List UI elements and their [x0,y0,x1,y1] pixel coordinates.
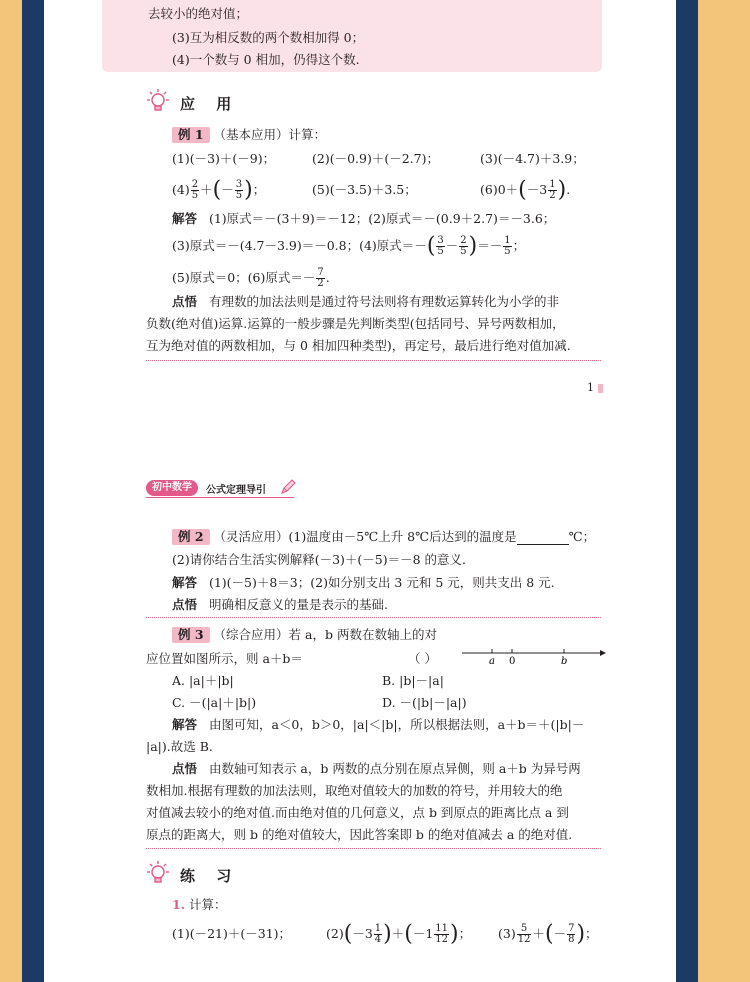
text: . [325,270,330,285]
label-a: a [489,656,495,667]
option-b: B. |b|－|a| [382,673,444,688]
rule-line: (4)一个数与 0 相加，仍得这个数. [172,52,360,67]
left-navy-band [22,0,44,982]
problem-item: (2)(－0.9)＋(－2.7)； [312,151,439,166]
right-navy-band [676,0,698,982]
fraction [191,180,199,201]
numerator: 3 [235,179,243,190]
text: － [553,926,567,941]
answer-paren: （ ） [408,651,437,666]
dotted-divider [146,617,601,618]
answer-text: (1)原式＝－(3＋9)＝－12；(2)原式＝－(0.9＋2.7)＝－3.6； [208,211,556,226]
denominator: 5 [504,246,511,257]
example-tag: 例 3 [172,627,210,643]
answer-text: 由图可知，a＜0，b＞0，|a|＜|b|，所以根据法则，a＋b＝＋(|b|－ [208,717,585,732]
numerator: 1 [374,923,382,934]
text: (5)原式＝0；(6)原式＝－ [172,270,316,285]
fraction [548,180,556,201]
text: ＋ [200,182,213,197]
example-1-head [172,127,326,143]
tip-label: 点悟 [172,294,198,309]
label-0: 0 [509,656,516,667]
question-text: （灵活应用）(1)温度由－5℃上升 8℃后达到的温度是 [213,529,517,544]
answer-line: |a|).故选 B. [146,739,213,754]
numerator: 5 [517,924,532,935]
fraction [434,924,449,945]
fraction [567,924,575,945]
tip-label: 点悟 [172,597,198,612]
example-head-text: （基本应用）计算： [213,127,327,142]
denominator: 5 [235,190,243,201]
fraction [459,236,467,257]
label-b: b [561,656,568,667]
fraction [517,924,532,945]
problem-item: (5)(－3.5)＋3.5； [312,182,417,197]
question-line: 应位置如图所示，则 a＋b＝ [146,651,303,666]
fraction [436,236,444,257]
answer-label: 解答 [172,575,198,590]
numerator: 7 [568,923,575,934]
practice-item: (2)(－3 $\frac{1}{4}$ )＋(－1 $\frac{11}{12}$ )； [326,921,472,947]
text: (3) [498,926,516,941]
fraction [503,236,511,257]
text: －1 [412,926,434,941]
problem-item: (1)(－3)＋(－9)； [172,151,276,166]
denominator: 4 [374,934,382,945]
problem-item: (4) $\frac{2}{5}$ ＋(－ $\frac{3}{5}$ )； [172,177,266,203]
tip-label: 点悟 [172,761,198,776]
tip-line: 负数(绝对值)运算.运算的一般步骤是先判断类型(包括同号、异号两数相加， [146,316,565,331]
answer-label: 解答 [172,717,198,732]
numerator: 3 [437,235,444,246]
example-tag: 例 2 [172,529,210,545]
answer-text: (1)(－5)＋8＝3；(2)如分别支出 3 元和 5 元，则共支出 8 元. [208,575,555,590]
text: (4) [172,182,190,197]
text: ； [585,926,598,941]
section-title: 应 用 [180,95,240,113]
denominator: 5 [191,190,199,201]
header-tag-underline [146,497,294,498]
practice-item: (1)(－21)＋(－31)； [172,926,292,941]
text: (6)0＋ [480,182,519,197]
tip-text: 有理数的加法法则是通过符号法则将有理数运算转化为小学的非 [208,294,559,309]
left-orange-band [0,0,22,982]
denominator: 5 [460,246,467,257]
text: ＝－ [477,238,503,253]
number-line-figure [460,644,606,668]
text: ； [512,238,526,253]
numerator: 1 [549,179,556,190]
tip-line [172,761,581,777]
tip-line: 原点的距离大，则 b 的绝对值较大，因此答案即 b 的绝对值减去 a 的绝对值. [146,827,573,842]
lightbulb-icon [143,87,173,117]
number-line-arrow [600,650,606,656]
question-text: 计算： [189,897,227,912]
right-orange-band [698,0,750,982]
lightbulb-icon [143,859,173,889]
denominator: 8 [568,934,575,945]
problem-item: (6)0＋(－3 $\frac{1}{2}$ ). [480,177,571,203]
header-tag-text: 公式定理导引 [206,485,266,496]
tip-line: 互为绝对值的两数相加，与 0 相加四种类型)，再定号，最后进行绝对值加减. [146,338,571,353]
tip-text: 明确相反意义的量是表示的基础. [208,597,388,612]
text: ＋ [391,926,405,941]
fraction [316,268,324,289]
numerator: 1 [504,235,511,246]
tip-line: 对值减去较小的绝对值.而由绝对值的几何意义，点 b 到原点的距离比点 a 到 [146,805,569,820]
question-line: (2)请你结合生活实例解释(－3)＋(－5)＝－8 的意义. [172,552,467,567]
dotted-divider [146,360,601,361]
example-tag: 例 1 [172,127,210,143]
practice-item: (3) $\frac{5}{12}$ ＋(－ $\frac{7}{8}$ )； [498,921,598,947]
denominator: 12 [517,934,531,945]
denominator: 2 [317,278,324,289]
header-tag-pill: 初中数学 [146,480,198,496]
text: (2) [326,926,344,941]
fraction [374,924,382,945]
tip-text: 由数轴可知表示 a，b 两数的点分别在原点异侧，则 a＋b 为异号两 [208,761,581,776]
question-number: 1. [172,897,186,912]
tip-line [172,597,388,613]
numerator: 11 [435,923,449,934]
text: ； [458,926,472,941]
rule-line: (3)互为相反数的两个数相加得 0； [172,30,365,45]
answer-blank [517,532,569,545]
page-number-mark [598,384,603,393]
fraction [235,180,243,201]
text: －3 [352,926,373,941]
example-2-line [172,529,595,545]
option-a: A. |a|＋|b| [172,673,234,688]
answer-label: 解答 [172,211,198,226]
question-text: ℃； [568,529,596,544]
answer-line [172,575,555,591]
tip-line: 数相加.根据有理数的加法法则，取绝对值较大的加数的符号，并用较大的绝 [146,783,563,798]
answer-line [172,211,555,227]
numerator: 2 [460,235,467,246]
page-number: 1 [587,381,594,394]
text: － [445,238,459,253]
dotted-divider [146,848,601,849]
option-c: C. －(|a|＋|b|) [172,695,257,710]
text: (3)原式＝－(4.7－3.9)＝－0.8；(4)原式＝－ [172,238,427,253]
practice-question [172,897,227,913]
example-3-line [172,627,437,643]
option-d: D. －(|b|－|a|) [382,695,467,710]
numerator: 2 [191,179,199,190]
problem-item: (3)(－4.7)＋3.9； [480,151,585,166]
answer-line [172,717,584,733]
text: － [221,182,234,197]
text: －3 [526,182,548,197]
denominator: 12 [435,934,449,945]
text: ； [252,182,266,197]
answer-line: (3)原式＝－(4.7－3.9)＝－0.8；(4)原式＝－( $\frac{3}{5}$ － $\frac{2}{5}$ )＝－ $\frac{1}{5}$ ； [172,233,526,259]
rule-line: 去较小的绝对值； [148,6,249,21]
text: ＋ [532,926,545,941]
text: . [566,182,571,197]
section-title: 练 习 [180,867,240,885]
answer-line [172,264,330,292]
denominator: 5 [437,246,444,257]
numerator: 7 [317,267,324,278]
denominator: 2 [549,190,556,201]
tip-line [172,294,559,310]
question-text: （综合应用）若 a，b 两数在数轴上的对 [213,627,437,642]
pencil-icon [279,478,297,496]
